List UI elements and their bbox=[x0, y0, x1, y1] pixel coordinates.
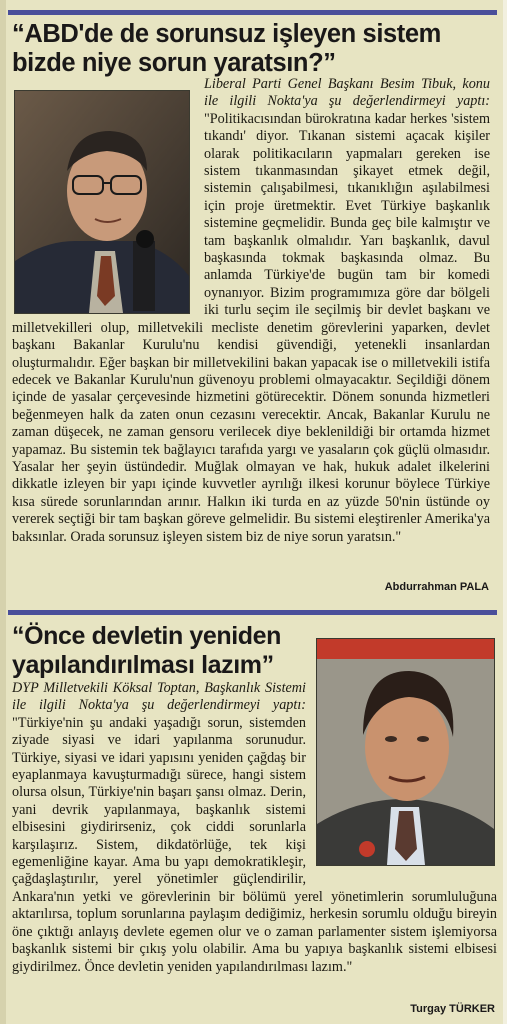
page-edge-right bbox=[503, 0, 507, 1024]
article2-headline: “Önce devletin yeniden yapılandırılması lazım” bbox=[12, 622, 282, 679]
article1-intro: Liberal Parti Genel Başkanı Besim Tibuk, konu ile ilgili Nokta'ya şu değerlendirmeyi yaptı: bbox=[204, 76, 490, 110]
article2-text bbox=[12, 680, 497, 976]
article2-byline: Turgay TÜRKER bbox=[410, 1003, 495, 1015]
article1-headline: “ABD'de de sorunsuz işleyen sistem bizde niye sorun yaratsın?” bbox=[12, 20, 441, 77]
article1-text bbox=[12, 76, 490, 546]
article2-body: "Türkiye'nin şu andaki yaşadığı sorun, sistemden ziyade siyasi ve idari yapılanma sorunudur. Türkiye, siyasi ve idari yapısını yeniden çağdaş bir eyaplanmaya kavuşturmadığı sürece, hangi sistem olursa olsun, Türkiye'nin başarı şansı olmaz. Derin, yani devrik yapılanmaya, başkanlık sistemi elbisesini giydirirseniz, çok ciddi sorunlarla karşılaşırız. Sistem, dikdatörlüğe, tek kişi egemenliğine kayar. Ama bu yapı demokratikleşir, çağdaşlaştırılır, yerel yönetimler güçlendirilir, Ankara'nın yetki ve görevlerinin bir bölümü yerel yönetimlerin sorumluluğuna aktarılırsa, toplum sorunlarına paylaşım dediğimiz, herkesin sorumlu olduğu bireyin öne çıktığı anlayış devlete egemen olur ve o zaman parlamenter sistem işlemiyorsa başkanlık sistemi bir çıkış yolu olabilir. Ama bu yapıya başkanlık sistemi elbisesi giydirilmez. Önce devletin yeniden yapılandırılması lazım." bbox=[12, 714, 497, 975]
article1-body: "Politikacısından bürokratına kadar herkes 'sistem tıkandı' diyor. Tıkanan sistemi açacak kişiler olarak politikacıların yapmaları gereken ise sistem tıkanmasından şikayet etmek değil, sistemin çalışabilmesi, tıkanıklığın aşılabilmesi için proje üretmektir. Evet Türkiye başkanlık sistemine geçmelidir. Bunda geç bile kalmıştır ve tam başkanlık olmalıdır. Yarı başkanlık, davul başkasında tokmak başkasında olmaz. Bu anlamda Türkiye'de bugün tam bir komedi oynanıyor. Bizim programımıza göre dar bölgeli iki turlu seçim ile seçilmiş bir devlet başkanı ve milletvekilleri olup, milletvekili mecliste denetim görevlerini yaparken, devlet başkanı Bakanlar Kurulu'nu kendisi güvendiği, yetenekli insanlardan oluşturmalıdır. Eğer başkan bir milletvekilini bakan yapacak ise o milletvekili istifa edecek ve Bakanlar Kurulu'nun güvenoyu problemi olmayacaktır. Seçildiği dönem içinde de yasalar çerçevesinde hizmetini götürecektir. Dönem sonunda hizmetleri beğenmeyen halk da zaten onun cezasını verecektir. Ancak, Bakanlar Kurulu ne zaman düşecek, ne zaman gensoru verilecek diye beklenildiği bir ortamda hizmet yapamaz. Bu sistemin tek bağlayıcı tarafıda yargı ve yasaların çok güçlü olmasıdır. Yasalar her şeyin üstündedir. Muğlak olmayan ve hak, hukuk adalet ilkelerini dikkatle izleyen bir yapı içinde kuvvetler ayrılığı ilkesi korunur böylece Türkiye kısa sürede sorunlarından arınır. Halkın iki turda en az yüzde 50'nin üstünde oy vererek seçtiği bir tam başkan göreve gelmelidir. Bu sistemi eleştirenler Amerika'ya baksınlar. Orada sorunsuz işleyen sistem biz de niye sorun yaratsın." bbox=[12, 110, 490, 545]
photo-koksal-toptan bbox=[316, 638, 495, 866]
article2-intro: DYP Milletvekili Köksal Toptan, Başkanlık Sistemi ile ilgili Nokta'ya şu değerlendirmeyi yaptı: bbox=[12, 680, 306, 714]
page-edge-left bbox=[0, 0, 6, 1024]
photo-besim-tibuk bbox=[14, 90, 190, 314]
middle-rule bbox=[8, 610, 497, 615]
top-rule bbox=[8, 10, 497, 15]
article1-byline: Abdurrahman PALA bbox=[384, 581, 489, 593]
